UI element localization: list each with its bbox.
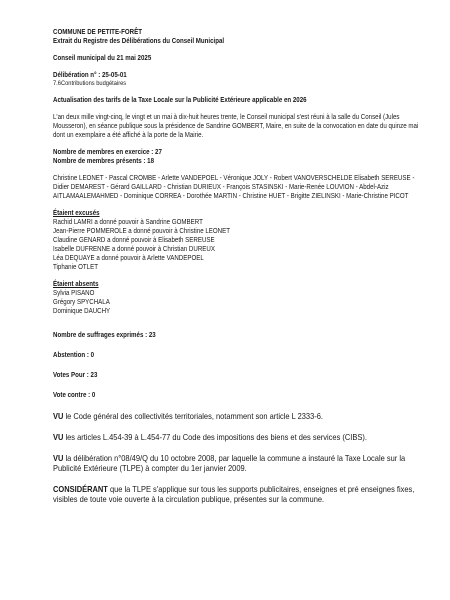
- votes-for: Votes Pour : 23: [53, 372, 98, 379]
- members-in-office: Nombre de membres en exercice : 27: [53, 149, 162, 156]
- excused-item: Tiphanie OTLET: [53, 264, 98, 271]
- consideration-text: la délibération n°08/49/Q du 10 octobre 2008, par laquelle la commune a instauré la Taxe Locale sur la Publicité Extérieure (TLPE) à compter du 1er janvier 2009.: [53, 453, 406, 473]
- deliberation-title: Actualisation des tarifs de la Taxe Locale sur la Publicité Extérieure applicable en 2026: [53, 97, 307, 104]
- present-members-list: Christine LEONET - Pascal CROMBE - Arlette VANDEPOEL - Véronique JOLY - Robert VANOVERSCHELDE Elisabeth SEREUSE - Didier DEMAREST - Gérard GAILLARD - Christian DURIEUX - François STASINSKI - Marie-Renée LOUVION - Abdel-Aziz AITLAMAALEMAHMED - Dominique CORREA - Dorothée MARTIN - Christine HUET - Brigitte ZIELINSKI - Marie-Christine PICOT: [53, 175, 415, 200]
- consideration-text: le Code général des collectivités territoriales, notamment son article L 2333-6.: [63, 411, 323, 421]
- excused-heading: Étaient excusés: [53, 210, 100, 217]
- consideration-lead: VU: [53, 432, 64, 442]
- deliberation-category: 7.6Contributions budgétaires: [53, 80, 127, 87]
- consideration-text: les articles L.454-39 à L.454-77 du Code des impositions des biens et des services (CIBS).: [63, 432, 367, 442]
- consideration-lead: CONSIDÉRANT: [53, 484, 108, 494]
- document-body: [53, 28, 423, 504]
- consideration-text: que la TLPE s'applique sur tous les supports publicitaires, enseignes et pré enseignes fixes, visibles de toute voie ouverte à la circulation publique, présentes sur la commune.: [53, 484, 415, 504]
- consideration-paragraph: [53, 484, 423, 504]
- absent-item: Dominique DAUCHY: [53, 308, 111, 315]
- consideration-paragraph: [53, 432, 423, 442]
- commune-name: COMMUNE DE PETITE-FORÊT: [53, 29, 142, 36]
- votes-against: Vote contre : 0: [53, 392, 96, 399]
- consideration-lead: VU: [53, 411, 64, 421]
- absent-item: Grégory SPYCHALA: [53, 299, 110, 306]
- members-present: Nombre de membres présents : 18: [53, 158, 154, 165]
- consideration-paragraph: [53, 411, 423, 421]
- absent-heading: Étaient absents: [53, 281, 99, 288]
- register-extract: Extrait du Registre des Délibérations du Conseil Municipal: [53, 38, 225, 45]
- excused-item: Rachid LAMRI a donné pouvoir à Sandrine GOMBERT: [53, 219, 203, 226]
- excused-item: Claudine GENARD a donné pouvoir à Elisabeth SEREUSE: [53, 237, 215, 244]
- votes-abstention: Abstention : 0: [53, 352, 95, 359]
- excused-item: Jean-Pierre POMMEROLE a donné pouvoir à Christine LEONET: [53, 228, 231, 235]
- preamble-paragraph: L'an deux mille vingt-cinq, le vingt et un mai à dix-huit heures trente, le Conseil municipal s'est réuni à la salle du Conseil (Jules Mousseron), en séance publique sous la présidence de Sandrine GOMBERT, Maire, en suite de la convocation en date du quinze mai dont un exemplaire a été affiché à la porte de la Mairie.: [53, 114, 419, 139]
- excused-item: Léa DEQUAYE a donné pouvoir à Arlette VANDEPOEL: [53, 255, 204, 262]
- consideration-paragraph: [53, 453, 423, 473]
- excused-item: Isabelle DUFRENNE a donné pouvoir à Christian DUREUX: [53, 246, 215, 253]
- absent-item: Sylvia PISANO: [53, 290, 95, 297]
- votes-expressed: Nombre de suffrages exprimés : 23: [53, 332, 156, 339]
- deliberation-number: Délibération n° : 25-05-01: [53, 72, 127, 79]
- consideration-lead: VU: [53, 453, 64, 463]
- meeting-date: Conseil municipal du 21 mai 2025: [53, 55, 152, 62]
